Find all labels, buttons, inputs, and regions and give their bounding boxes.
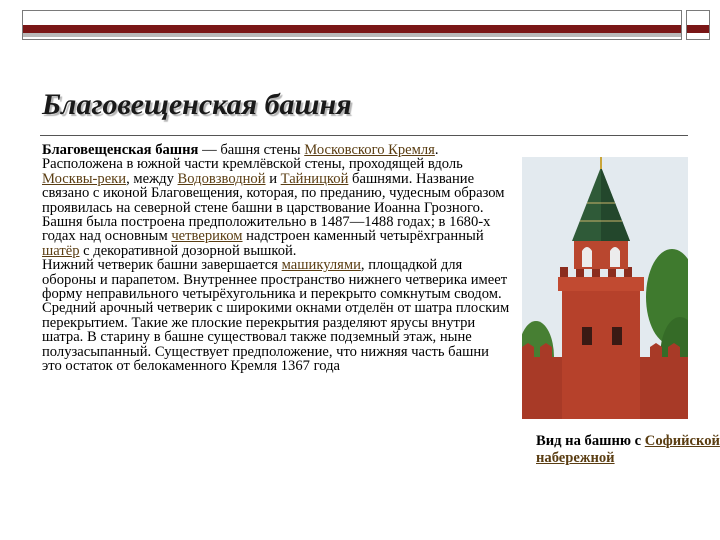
- text-run: , между: [126, 170, 178, 187]
- term-bold: Благовещенская башня: [42, 142, 199, 158]
- link-sofiyskaya-embankment[interactable]: Софийской набережной: [536, 433, 720, 466]
- article-text: [42, 143, 512, 374]
- link-mashikuli[interactable]: машикулями: [281, 257, 361, 274]
- link-shater[interactable]: шатёр: [42, 242, 80, 259]
- tower-illustration: [522, 157, 688, 419]
- link-moskva-river[interactable]: Москвы-реки: [42, 170, 127, 187]
- text-run: Нижний четверик башни завершается: [42, 257, 282, 274]
- text-run: с декоративной дозорной вышкой.: [79, 242, 297, 259]
- link-taynitskaya[interactable]: Тайницкой: [280, 170, 349, 187]
- arch-window: [610, 247, 620, 267]
- text-run: надстроен каменный четырёхгранный: [242, 228, 484, 245]
- paragraph-3: [42, 258, 512, 373]
- tower-machicolations: [558, 277, 644, 291]
- corner-red-stripe: [687, 25, 709, 33]
- text-run: башнями. Название связано с иконой Благовещения, которая, по преданию, чудесным образом проявилась на северной стене башни в царствование Иоанна Грозного.: [42, 170, 505, 216]
- text-run: и: [265, 170, 281, 187]
- text-run: , площадкой для обороны и парапетом. Внутреннее пространство нижнего четверика имеет форму неправильного четырёхугольника и перекрыто сомкнутым сводом. Средний арочный четверик с широкими окнами отделён от шатра плоским перекрытием. Такие же плоские перекрытия разделяют ярусы внутри шатра. В старину в башне существовал также подземный этаж, ныне полузасыпанный. Существует предположение, что нижняя часть башни это остаток от белокаменного Кремля 1367 года: [42, 257, 510, 375]
- text-run: . Расположена в южной части кремлёвской стены, проходящей вдоль: [42, 142, 463, 173]
- caption-text: Вид на башню с: [536, 433, 645, 449]
- link-chetverik[interactable]: четвериком: [171, 228, 243, 245]
- slide-title: Благовещенская башня: [42, 88, 352, 121]
- tower-window: [612, 327, 622, 345]
- header-red-stripe: [23, 25, 681, 33]
- title-divider: [40, 135, 688, 136]
- text-run: — башня стены: [198, 142, 305, 158]
- header-decoration-bar: [22, 10, 682, 40]
- tower-lower-chetverik: [562, 287, 640, 419]
- photo-caption: [536, 433, 720, 467]
- paragraph-1: [42, 143, 512, 215]
- tower-window: [582, 327, 592, 345]
- header-gray-stripe: [23, 33, 681, 37]
- header-corner-box: [686, 10, 710, 40]
- text-run: Башня была построена предположительно в 1487—1488 годах; в 1680-х годах над основным: [42, 214, 491, 245]
- tower-photo: [522, 157, 688, 419]
- arch-window: [582, 247, 592, 267]
- link-vodovzvodnaya[interactable]: Водовзводной: [177, 170, 266, 187]
- paragraph-2: [42, 215, 512, 258]
- link-moscow-kremlin[interactable]: Московского Кремля: [304, 142, 435, 158]
